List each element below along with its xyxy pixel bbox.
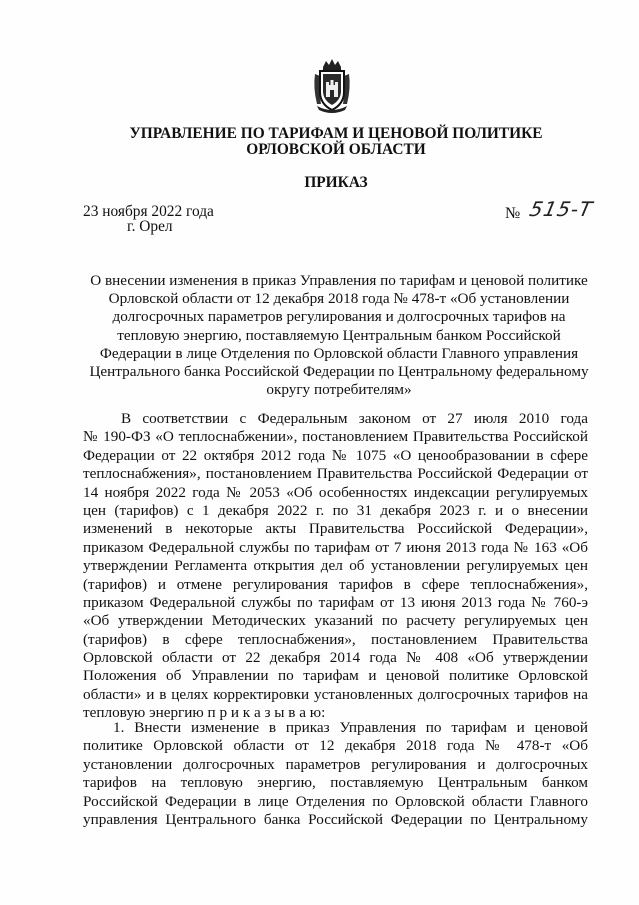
preamble-line: Положения об Управлении по тарифам и ценовой политике Орловской [83, 667, 588, 685]
document-date: 23 ноября 2022 года [83, 203, 214, 220]
preamble-line: 14 ноября 2022 года № 2053 «Об особенностях индексации регулируемых [83, 483, 588, 501]
preamble-line: (тарифов) в сфере теплоснабжения», постановлением Правительства [83, 630, 588, 648]
preamble-line: В соответствии с Федеральным законом от 27 июля 2010 года [121, 410, 588, 427]
organization-name-line1: УПРАВЛЕНИЕ ПО ТАРИФАМ И ЦЕНОВОЙ ПОЛИТИКЕ [129, 125, 543, 142]
preamble-paragraph [83, 410, 588, 723]
subject-line: Центрального банка Российской Федерации по Центральному федеральному [89, 363, 589, 381]
document-number-label: № [505, 205, 521, 222]
preamble-line: области» и в целях корректировки установленных долгосрочных тарифов на [83, 685, 588, 703]
preamble-line: приказом Федеральной службы по тарифам от 7 июня 2013 года № 163 «Об [83, 538, 588, 556]
item-line: политике Орловской области от 12 декабря 2018 года № 478-т «Об [83, 737, 588, 755]
organization-name-line2: ОРЛОВСКОЙ ОБЛАСТИ [246, 141, 426, 158]
item-line: Российской Федерации в лице Отделения по Орловской области Главного [83, 792, 588, 810]
item-line: 1. Внести изменение в приказ Управления по тарифам и ценовой [113, 719, 588, 736]
coat-of-arms-emblem [311, 58, 353, 114]
preamble-line: тепловую энергию п р и к а з ы в а ю: [83, 704, 326, 722]
preamble-line: цен (тарифов) с 1 декабря 2022 г. по 31 декабря 2023 г. и о внесении [83, 501, 588, 519]
preamble-line: утверждении Регламента открытия дел об установлении регулируемых цен [83, 557, 588, 575]
preamble-line: Орловской области от 22 декабря 2014 года № 408 «Об утверждении [83, 649, 588, 667]
order-item-1 [83, 719, 588, 829]
document-type: ПРИКАЗ [304, 174, 368, 191]
subject-line: долгосрочных параметров регулирования и долгосрочных тарифов на [112, 308, 566, 326]
preamble-line: Федерации от 22 октября 2012 года № 1075 «О ценообразовании в сфере [83, 446, 588, 464]
subject-line: О внесении изменения в приказ Управления по тарифам и ценовой политике [90, 272, 588, 289]
subject-line: Федерации в лице Отделения по Орловской области Главного управления [99, 344, 579, 362]
item-line: тарифов на тепловую энергию, поставляемую Центральным банком [83, 774, 588, 792]
subject-line: округу потребителям» [266, 381, 412, 399]
document-number-handwritten: 515-Т [527, 197, 596, 221]
preamble-line: изменений в некоторые акты Правительства Российской Федерации», [83, 520, 588, 538]
preamble-line: теплоснабжения», постановлением Правительства Российской Федерации от [83, 465, 588, 483]
preamble-line: «Об утверждении Методических указаний по расчету регулируемых цен [83, 612, 588, 630]
document-subject [73, 272, 605, 399]
document-city: г. Орел [127, 218, 173, 235]
subject-line: Орловской области от 12 декабря 2018 года № 478-т «Об установлении [108, 290, 570, 308]
preamble-line: № 190-ФЗ «О теплоснабжении», постановлением Правительства Российской [83, 428, 588, 446]
item-line: управления Центрального банка Российской Федерации по Центральному [83, 810, 588, 828]
item-line: установлении долгосрочных параметров регулирования и долгосрочных [83, 755, 588, 773]
preamble-line: приказом Федеральной службы по тарифам от 13 июня 2013 года № 760-э [83, 593, 588, 611]
subject-line: тепловую энергию, поставляемую Центральным банком Российской [117, 326, 561, 344]
preamble-line: (тарифов) и отмене регулирования тарифов в сфере теплоснабжения», [83, 575, 588, 593]
